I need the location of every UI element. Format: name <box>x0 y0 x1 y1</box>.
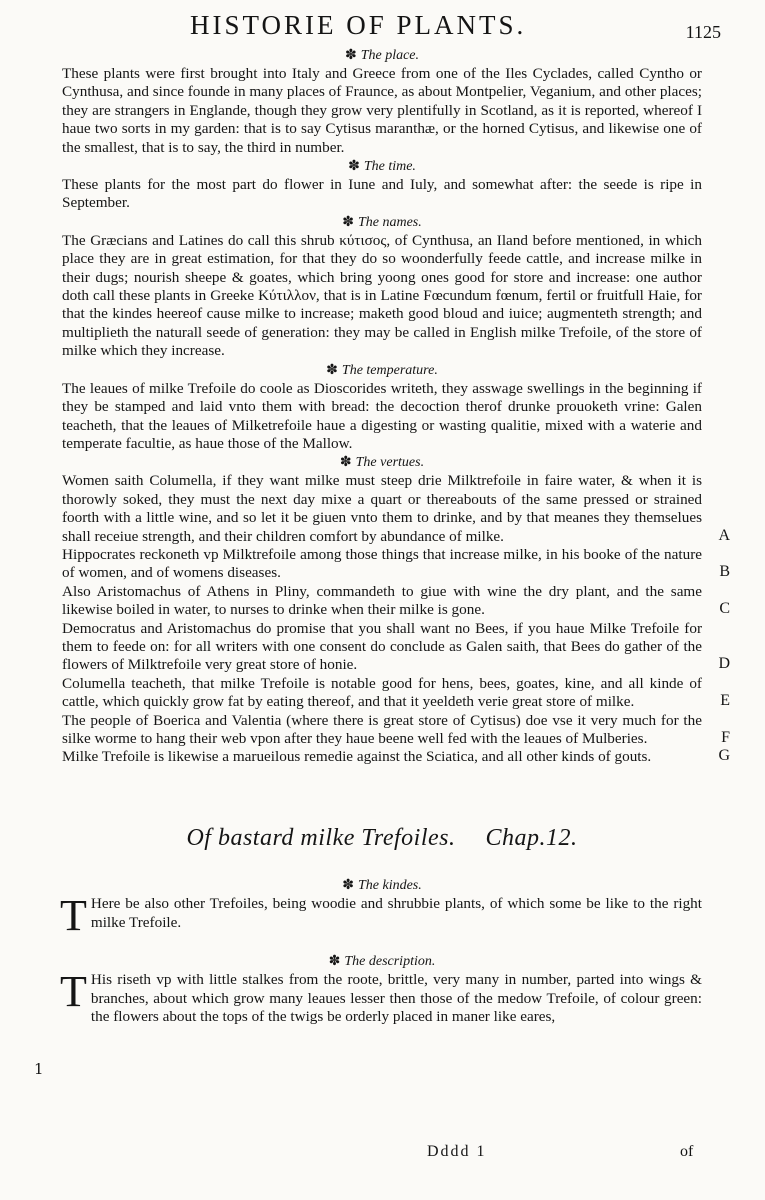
chapter-number: Chap.12. <box>485 824 578 851</box>
margin-letter: A <box>718 526 730 544</box>
chapter-name: Of bastard milke Trefoiles. <box>186 824 456 851</box>
margin-letter: D <box>718 655 730 673</box>
temperature-paragraph: The leaues of milke Trefoile do coole as Dioscorides writeth, they asswage swellings in the beginning if they be stamped and laid vnto them with bread: the decoction therof drunke prouoketh vrine: Galen teacheth, that the leaues of Milketrefoile haue a digesting or wasting qualitie, mixed with a waterie and temperate facultie, as haue those of the Mallow. <box>62 379 702 452</box>
page-body <box>60 46 730 1026</box>
vertue-text: Democratus and Aristomachus do promise that you shall want no Bees, if you haue Milke Trefoile for them to feede on: for all writers with one consent do conclude as Galen saith, that Bees do gather of the flowers of Milktrefoile very great store of honie. <box>62 619 702 674</box>
vertue-text: Hippocrates reckoneth vp Milktrefoile among those things that increase milke, in his booke of the nature of women, and of womens diseases. <box>62 545 702 582</box>
section-heading-place: ✽ The place. <box>344 48 420 63</box>
margin-letter: G <box>718 747 730 765</box>
vertue-text: Also Aristomachus of Athens in Pliny, commandeth to giue with wine the dry plant, and the same likewise boiled in water, to nurses to drinke when their milke is gone. <box>62 582 702 619</box>
asterisk-ornament-icon: ✽ <box>342 878 354 894</box>
vertue-item-g <box>62 747 730 766</box>
vertue-text: The people of Boerica and Valentia (where there is great store of Cytisus) doe vse it very much for the silke worme to hang their web vpon after they haue beene well fed with the leaues of Mulberies. <box>62 711 702 747</box>
running-title: HISTORIE OF PLANTS. <box>190 10 527 40</box>
time-paragraph: These plants for the most part do flower in Iune and Iuly, and somewhat after: the seede is ripe in September. <box>62 176 702 212</box>
kindes-paragraph <box>60 891 702 941</box>
vertue-text: Columella teacheth, that milke Trefoile is notable good for hens, bees, goates, kine, and all kinde of cattle, which quickly grow fat by eating thereof, and that it yeeldeth verie great store of milke. <box>62 674 702 711</box>
asterisk-ornament-icon: ✽ <box>348 159 360 175</box>
section-heading-names: ✽ The names. <box>342 214 422 230</box>
section-heading-kindes: ✽ The kindes. <box>342 878 422 894</box>
running-head <box>0 8 765 42</box>
place-paragraph: These plants were first brought into Italy and Greece from one of the Iles Cyclades, called Cyntho or Cynthusa, and since founde in many places of Fraunce, as about Montpelier, Veganium, and other places; they are strangers in Englande, though they grow very plentifully in Scotland, as it is reported, whereof I haue two sorts in my garden: that is to say Cytisus maranthæ, or the horned Cytisus, and likewise one of the smallest, that is to say, the third in number. <box>62 65 702 156</box>
description-paragraph <box>60 967 702 1026</box>
page-number: 1125 <box>685 22 721 42</box>
asterisk-ornament-icon: ✽ <box>344 48 357 63</box>
description-numeral: 1 <box>34 1060 44 1078</box>
kindes-text: Here be also other Trefoiles, being woodie and shrubbie plants, of which some be like to the right milke Trefoile. <box>90 895 702 931</box>
catchword: of <box>680 1143 694 1160</box>
section-heading-description: ✽ The description. <box>328 954 436 970</box>
section-heading-temperature: ✽ The temperature. <box>326 362 438 378</box>
drop-cap: T <box>60 967 87 1017</box>
vertue-item-b <box>62 545 730 583</box>
section-heading-time: ✽ The time. <box>348 159 416 175</box>
vertue-item-e <box>62 674 730 712</box>
vertue-item-c <box>62 582 730 620</box>
asterisk-ornament-icon: ✽ <box>342 214 354 230</box>
vertue-item-a <box>62 472 730 546</box>
asterisk-ornament-icon: ✽ <box>326 362 338 378</box>
asterisk-ornament-icon: ✽ <box>328 954 341 970</box>
vertue-text: Women saith Columella, if they want milke must steep drie Milktrefoile in faire water, & when it is thorowly soked, they must the next day mixe a quart or thereabouts of the same pressed or strained foorth with a little wine, and so let it be giuen vnto them to drinke, and by that meanes they themselues shall receiue strength, and their children comfort by abundance of milke. <box>62 472 702 545</box>
vertue-item-f <box>62 711 730 749</box>
margin-letter: F <box>721 729 730 746</box>
margin-letter: B <box>719 563 730 581</box>
margin-letter: C <box>719 600 730 618</box>
section-heading-vertues: ✽ The vertues. <box>339 455 425 471</box>
printer-signature: Dddd 1 <box>427 1143 487 1160</box>
chapter-title <box>62 824 702 851</box>
asterisk-ornament-icon: ✽ <box>339 455 352 471</box>
drop-cap: T <box>60 891 87 941</box>
vertue-text: Milke Trefoile is likewise a marueilous remedie against the Sciatica, and all other kinds of gouts. <box>62 748 652 766</box>
margin-letter: E <box>720 692 730 710</box>
vertue-item-d <box>62 619 730 675</box>
description-text: His riseth vp with little stalkes from the roote, brittle, very many in number, parted into wings & branches, about which grow many leaues lesser then those of the medow Trefoile, of colour green: the flowers about the tops of the twigs be orderly placed in maner like eares, <box>90 971 702 1026</box>
names-paragraph: The Græcians and Latines do call this shrub κύτισος, of Cynthusa, an Iland before mentioned, in which place they are in great estimation, for that they do so woonderfully feede cattle, and increase milke in their dugs; nourish sheepe & goates, which bring yoong ones good for store and increase: one author doth call these plants in Greeke Κύτιλλον, that is in Latine Fœcundum fœnum, fertil or fruitfull Haie, for that the kindes heereof cause milke to increase; maketh good bloud and iuice; augmenteth strength; and multiplieth the naturall seede of generation: they may be called in English milke Trefoile, of the store of milke which they increase. <box>62 231 702 360</box>
